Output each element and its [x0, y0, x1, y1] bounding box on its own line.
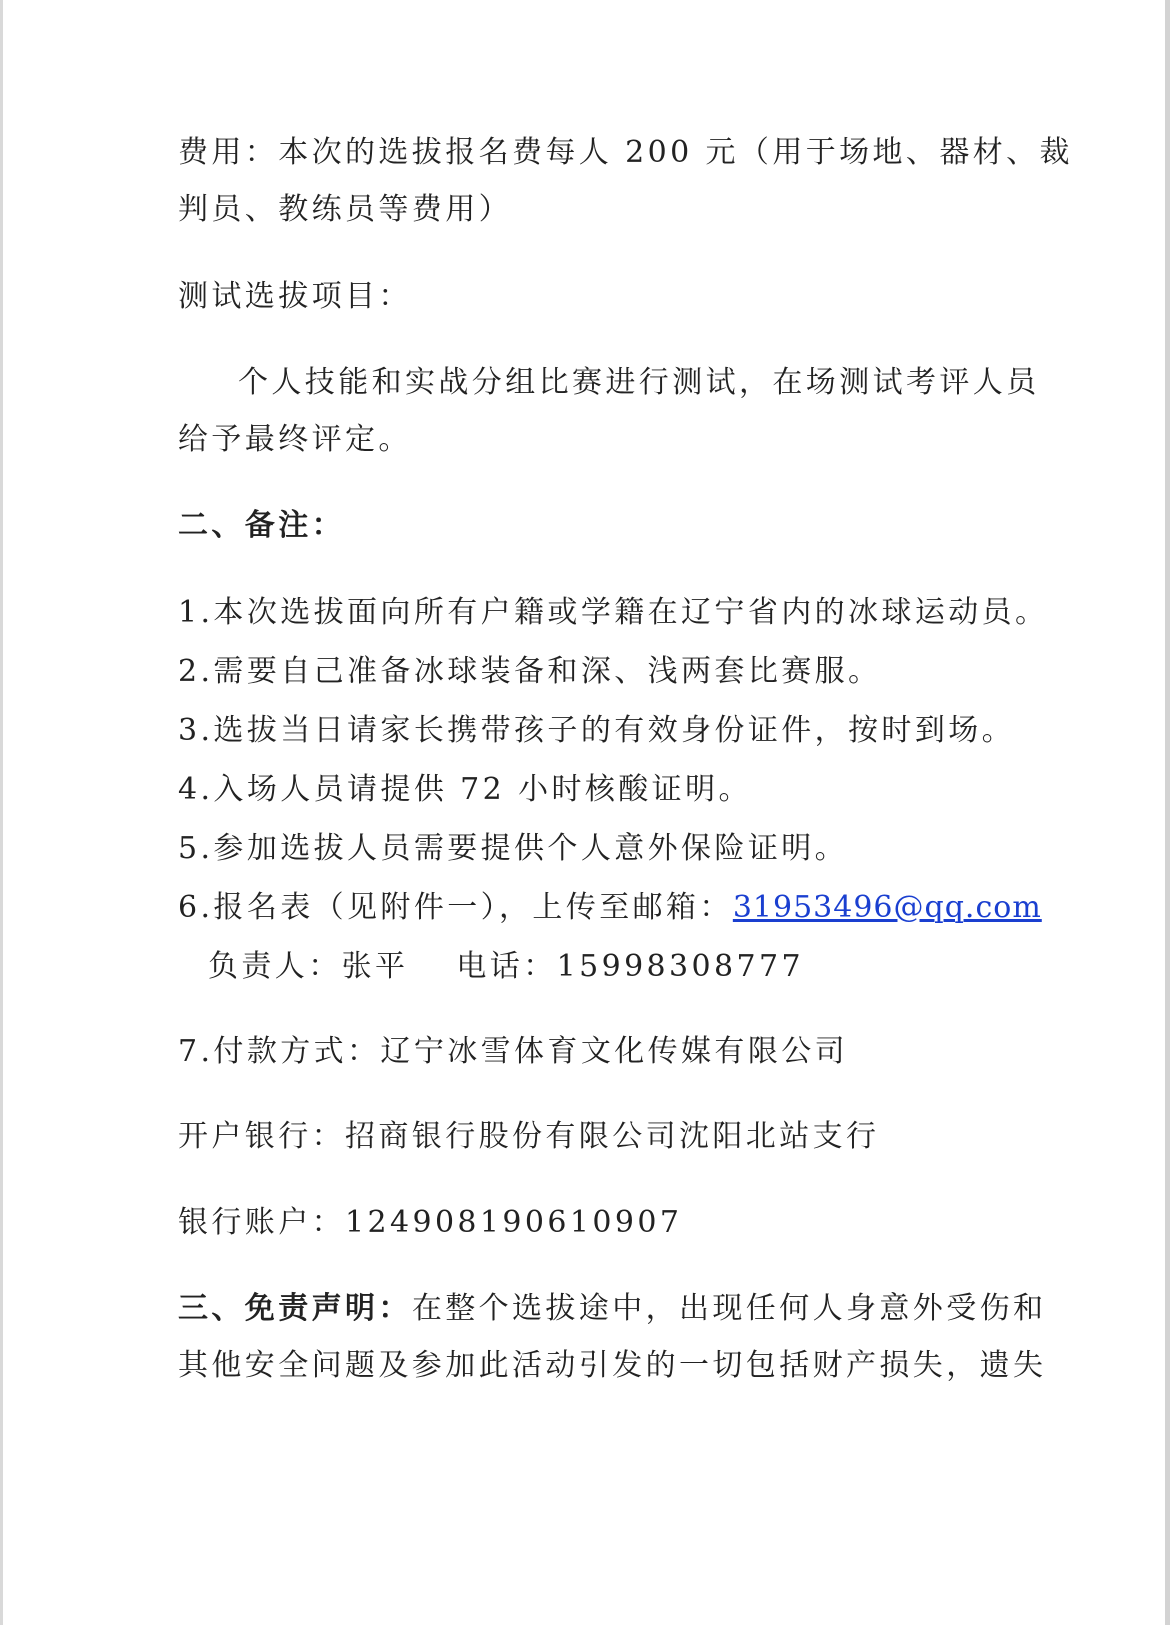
contact-phone: 电话：15998308777 — [456, 949, 804, 984]
disclaimer-line-2: 其他安全问题及参加此活动引发的一切包括财产损失，遗失 — [178, 1348, 1047, 1383]
test-items-line-1: 个人技能和实战分组比赛进行测试，在场测试考评人员 — [238, 365, 1040, 400]
bank-account: 银行账户：124908190610907 — [178, 1205, 683, 1240]
test-items-line-2: 给予最终评定。 — [178, 422, 412, 457]
page-right-edge — [1165, 0, 1170, 1625]
email-link[interactable]: 31953496@qq.com — [732, 890, 1042, 925]
page-left-edge — [0, 0, 3, 1625]
note-item-4: 4.入场人员请提供 72 小时核酸证明。 — [178, 772, 752, 807]
note-item-5: 5.参加选拔人员需要提供个人意外保险证明。 — [178, 831, 849, 866]
note-item-3: 3.选拔当日请家长携带孩子的有效身份证件，按时到场。 — [178, 713, 1016, 748]
disclaimer-text-1: 在整个选拔途中，出现任何人身意外受伤和 — [411, 1291, 1047, 1326]
fee-line-1: 费用：本次的选拔报名费每人 200 元（用于场地、器材、裁 — [178, 135, 1073, 170]
fee-line-2: 判员、教练员等费用） — [178, 192, 512, 227]
note-item-6 — [178, 888, 1042, 928]
bank-name: 开户银行：招商银行股份有限公司沈阳北站支行 — [178, 1119, 880, 1154]
note-item-1: 1.本次选拔面向所有户籍或学籍在辽宁省内的冰球运动员。 — [178, 595, 1049, 630]
note-item-2: 2.需要自己准备冰球装备和深、浅两套比赛服。 — [178, 654, 882, 689]
section-two-heading: 二、备注： — [178, 508, 345, 543]
test-items-heading: 测试选拔项目： — [178, 279, 412, 314]
contact-person: 负责人：张平 — [208, 949, 409, 984]
note-item-6-text: 6.报名表（见附件一），上传至邮箱： — [178, 890, 733, 925]
contact-line — [208, 947, 804, 987]
section-three-heading: 三、免责声明： — [178, 1291, 412, 1326]
disclaimer-line-1 — [178, 1289, 1046, 1329]
note-item-7: 7.付款方式：辽宁冰雪体育文化传媒有限公司 — [178, 1034, 849, 1069]
